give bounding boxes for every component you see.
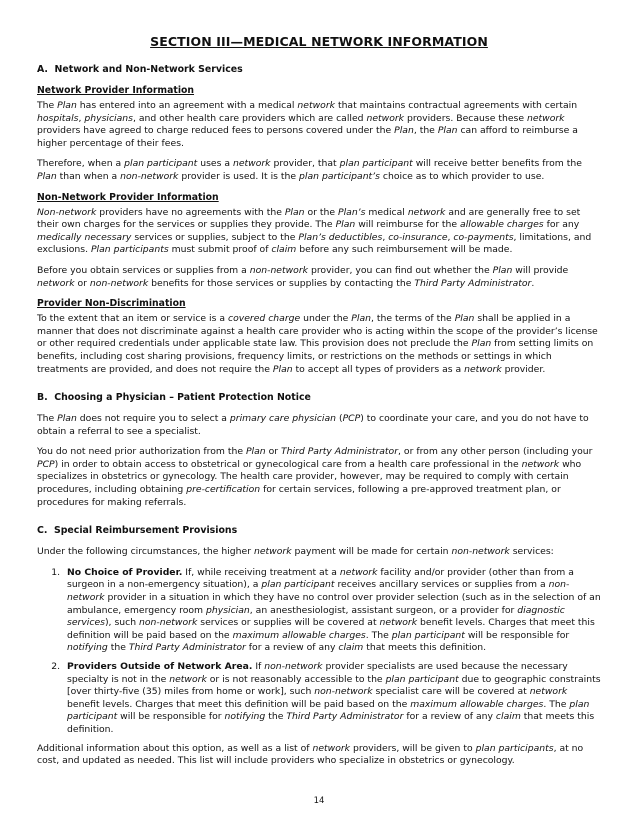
- defined-term: maximum allowable charges: [232, 629, 366, 641]
- text-run: medical: [365, 206, 408, 218]
- text-run: If, while receiving treatment at a: [182, 566, 340, 578]
- section-a-heading: A. Network and Non-Network Services: [37, 64, 243, 75]
- defined-term: plan participant: [385, 673, 459, 685]
- defined-term: maximum allowable charges: [410, 698, 544, 710]
- defined-term: Plan’s: [338, 206, 366, 218]
- list-item-outside-network-area: [63, 661, 601, 737]
- section-b-heading: B. Choosing a Physician – Patient Protection Notice: [37, 392, 311, 404]
- special-reimbursement-closing: [37, 743, 601, 768]
- text-run: services or supplies, subject to the: [131, 231, 299, 243]
- text-run: will be responsible for: [117, 711, 225, 723]
- defined-term: Plan: [437, 125, 458, 137]
- defined-term: Third Party Administrator: [281, 446, 399, 458]
- text-run: ,: [447, 231, 454, 243]
- non-network-paragraph-1: [37, 207, 601, 257]
- defined-term: Third Party Administrator: [128, 642, 246, 654]
- text-run: provider is used. It is the: [178, 170, 300, 182]
- network-provider-paragraph-2: [37, 158, 601, 183]
- choosing-physician-paragraph-1: [37, 413, 601, 438]
- special-reimbursement-intro: [37, 546, 601, 559]
- text-run: that meets this definition.: [67, 711, 595, 735]
- defined-term: network: [297, 100, 335, 111]
- defined-term: network: [379, 617, 418, 629]
- text-run: If: [252, 661, 265, 672]
- text-run: ) in order to obtain access to obstetrical or gynecological care from a health care professional in the: [54, 458, 522, 470]
- defined-term: plan participant: [339, 158, 413, 170]
- defined-term: non-network: [451, 546, 510, 558]
- text-run: does not require you to select a: [76, 413, 230, 425]
- non-discrimination-paragraph: [37, 313, 601, 376]
- text-run: . The: [543, 698, 570, 710]
- defined-term: non-network: [67, 579, 570, 604]
- defined-term: PCP: [37, 458, 55, 470]
- defined-term: plan participant: [67, 698, 590, 723]
- defined-term: plan participant: [261, 579, 335, 591]
- defined-term: Plan: [57, 413, 77, 425]
- text-run: can afford to reimburse a higher percentage of their fees.: [37, 125, 578, 149]
- text-run: providers, will be given to: [350, 742, 476, 754]
- text-run: must submit proof of: [168, 244, 272, 256]
- special-reimbursement-list: [37, 567, 601, 737]
- defined-term: network: [366, 112, 405, 124]
- defined-term: network: [253, 546, 292, 558]
- text-run: before any such reimbursement will be made.: [296, 244, 513, 256]
- defined-term: Plan: [351, 313, 371, 325]
- text-run: will reimburse for the: [355, 219, 461, 231]
- defined-term: claim: [271, 244, 297, 256]
- text-run: (: [336, 413, 343, 425]
- defined-term: notifying: [224, 711, 266, 723]
- text-run: .: [531, 277, 535, 289]
- text-run: providers. Because these: [404, 112, 527, 124]
- text-run: the: [107, 642, 129, 654]
- text-run: providers have agreed to charge reduced fees to persons covered under the: [37, 125, 395, 137]
- text-run: or the: [304, 206, 338, 218]
- defined-term: network: [407, 206, 446, 218]
- text-run: provider.: [501, 363, 546, 375]
- text-run: will receive better benefits from the: [412, 158, 582, 170]
- network-provider-paragraph-1: [37, 100, 601, 150]
- defined-term: Plan: [454, 313, 475, 325]
- defined-term: covered charge: [228, 313, 301, 325]
- text-run: ), such: [104, 617, 140, 629]
- text-run: for certain services, following a pre-approved treatment plan, or procedures for making referrals.: [37, 484, 561, 508]
- defined-term: primary care physician: [229, 413, 337, 425]
- text-run: for a review of any: [245, 642, 339, 654]
- defined-term: pre-certification: [186, 484, 261, 496]
- text-run: , and other health care providers which are called: [132, 112, 367, 124]
- text-run: or: [74, 277, 90, 289]
- text-run: . The: [365, 629, 392, 641]
- defined-term: Plan: [57, 100, 77, 111]
- defined-term: physician: [206, 604, 250, 616]
- text-run: The: [37, 413, 58, 425]
- list-item-no-choice-of-provider: [63, 567, 601, 655]
- defined-term: Plan: [471, 338, 492, 350]
- text-run: uses a: [197, 158, 233, 170]
- defined-term: diagnostic services: [67, 604, 565, 629]
- text-run: to accept all types of providers as a: [292, 363, 465, 375]
- defined-term: Plan participants: [90, 244, 169, 256]
- text-run: provider specialists are used because the necessary specialty is not in the: [67, 661, 568, 685]
- defined-term: network: [339, 566, 378, 578]
- defined-term: allowable charges: [460, 219, 544, 231]
- text-run: has entered into an agreement with a medical: [76, 100, 298, 111]
- document-page: [37, 34, 601, 776]
- defined-term: Plan: [335, 219, 356, 231]
- non-network-paragraph-2: [37, 265, 601, 290]
- text-run: , or from any other person (including your: [398, 446, 593, 458]
- text-run: choice as to which provider to use.: [379, 170, 545, 182]
- text-run: or: [265, 446, 282, 458]
- text-run: , limitations, and exclusions.: [37, 231, 592, 256]
- text-run: providers have no agreements with the: [96, 206, 285, 218]
- text-run: You do not need prior authorization from the: [37, 446, 246, 458]
- text-run: , the: [413, 125, 438, 137]
- network-provider-info-heading: Network Provider Information: [37, 85, 195, 96]
- text-run: that maintains contractual agreements with certain: [335, 100, 578, 111]
- item-title: No Choice of Provider.: [67, 566, 183, 578]
- defined-term: Plan: [245, 446, 266, 458]
- text-run: who specializes in obstetrics or gynecology. The health care provider, however, may be required to comply with certain procedures, including obtaining: [37, 458, 582, 496]
- text-run: benefits for those services or supplies by contacting the: [148, 277, 415, 289]
- text-run: benefit levels. Charges that meet this definition will be paid based on the: [67, 698, 411, 710]
- defined-term: non-network: [89, 277, 149, 289]
- defined-term: medically necessary: [37, 231, 132, 243]
- text-run: and are generally free to set their own charges for the services or supplies they provide. The: [37, 206, 581, 231]
- defined-term: Plan: [394, 125, 414, 137]
- defined-term: Plan’s deductibles: [298, 231, 383, 243]
- defined-term: network: [37, 277, 75, 289]
- text-run: Therefore, when a: [37, 158, 125, 170]
- text-run: The: [37, 100, 58, 111]
- choosing-physician-paragraph-2: [37, 446, 601, 509]
- defined-term: co-insurance: [388, 231, 448, 243]
- text-run: due to geographic constraints [over thirty-five (35) miles from home or work], such: [67, 673, 601, 698]
- defined-term: physicians: [84, 112, 133, 124]
- defined-term: network: [521, 458, 560, 470]
- defined-term: Plan: [284, 206, 305, 218]
- text-run: Before you obtain services or supplies from a: [37, 264, 250, 276]
- item-title: Providers Outside of Network Area.: [67, 661, 253, 672]
- defined-term: plan participants: [475, 742, 554, 754]
- defined-term: Third Party Administrator: [286, 711, 404, 723]
- text-run: Under the following circumstances, the higher: [37, 546, 254, 558]
- text-run: services or supplies will be covered at: [197, 617, 380, 629]
- defined-term: network: [312, 742, 351, 754]
- text-run: under the: [300, 313, 352, 325]
- section-c-heading: C. Special Reimbursement Provisions: [37, 525, 238, 537]
- text-run: than when a: [56, 170, 121, 182]
- text-run: for a review of any: [403, 711, 496, 723]
- defined-term: notifying: [67, 642, 108, 654]
- defined-term: plan participant’s: [299, 170, 380, 182]
- defined-term: network: [232, 158, 271, 170]
- defined-term: Plan: [492, 264, 513, 276]
- defined-term: hospitals: [37, 112, 79, 124]
- text-run: To the extent that an item or service is a: [37, 313, 228, 325]
- defined-term: network: [529, 686, 568, 698]
- non-network-provider-info-heading: Non-Network Provider Information: [37, 191, 219, 203]
- defined-term: non-network: [249, 264, 309, 276]
- defined-term: non-network: [139, 617, 198, 629]
- text-run: ,: [382, 231, 389, 243]
- text-run: receives ancillary services or supplies from a: [334, 579, 549, 591]
- defined-term: non-network: [264, 661, 323, 672]
- defined-term: plan participant: [124, 158, 198, 170]
- text-run: , an anesthesiologist, assistant surgeon, or a provider for: [249, 604, 518, 616]
- defined-term: non-network: [314, 686, 373, 698]
- page-number: 14: [313, 796, 325, 806]
- defined-term: Non-network: [37, 206, 97, 218]
- text-run: that meets this definition.: [363, 642, 487, 654]
- defined-term: non-network: [120, 170, 179, 182]
- text-run: ,: [78, 112, 85, 124]
- defined-term: network: [464, 363, 502, 375]
- defined-term: Plan: [272, 363, 293, 375]
- defined-term: claim: [338, 642, 364, 654]
- text-run: , at no cost, and updated as needed. This list will include providers who specialize in obstetrics or gynecology.: [37, 742, 584, 767]
- text-run: services:: [509, 546, 554, 558]
- text-run: will provide: [512, 264, 569, 276]
- text-run: specialist care will be covered at: [372, 686, 530, 698]
- text-run: provider in a situation in which they have no control over provider selection (such as in the selection of an ambulance, emergency room: [67, 592, 601, 616]
- text-run: Additional information about this option, as well as a list of: [37, 742, 313, 754]
- provider-non-discrimination-heading: Provider Non-Discrimination: [37, 298, 186, 310]
- text-run: or is not reasonably accessible to the: [206, 673, 386, 685]
- text-run: payment will be made for certain: [291, 546, 452, 558]
- text-run: from setting limits on benefits, including cost sharing provisions, frequency limits, or restrictions on the methods or settings in which treatments are provided, and does not require the: [37, 338, 594, 375]
- text-run: shall be applied in a manner that does not discriminate against a health care provider who is acting within the scope of the provider’s license or other required credentials under applicable state law. This provision does not preclude the: [37, 313, 598, 350]
- defined-term: PCP: [342, 413, 361, 425]
- text-run: ) to coordinate your care, and you do not have to obtain a referral to see a specialist.: [37, 413, 589, 437]
- text-run: benefit levels. Charges that meet this definition will be paid based on the: [67, 617, 595, 641]
- defined-term: Plan: [37, 170, 57, 182]
- defined-term: plan participant: [391, 629, 465, 641]
- defined-term: claim: [495, 711, 521, 723]
- defined-term: Third Party Administrator: [414, 277, 532, 289]
- section-title: SECTION III—MEDICAL NETWORK INFORMATION: [150, 34, 488, 49]
- defined-term: co-payments: [453, 231, 514, 243]
- text-run: , the terms of the: [370, 313, 455, 325]
- text-run: for any: [543, 219, 580, 231]
- text-run: facility and/or provider (other than from a surgeon in a non-emergency situation), a: [67, 566, 574, 591]
- text-run: the: [265, 711, 287, 723]
- defined-term: network: [526, 112, 565, 124]
- defined-term: network: [169, 673, 207, 685]
- text-run: will be responsible for: [464, 629, 570, 641]
- text-run: provider, that: [270, 158, 340, 170]
- text-run: provider, you can find out whether the: [308, 264, 493, 276]
